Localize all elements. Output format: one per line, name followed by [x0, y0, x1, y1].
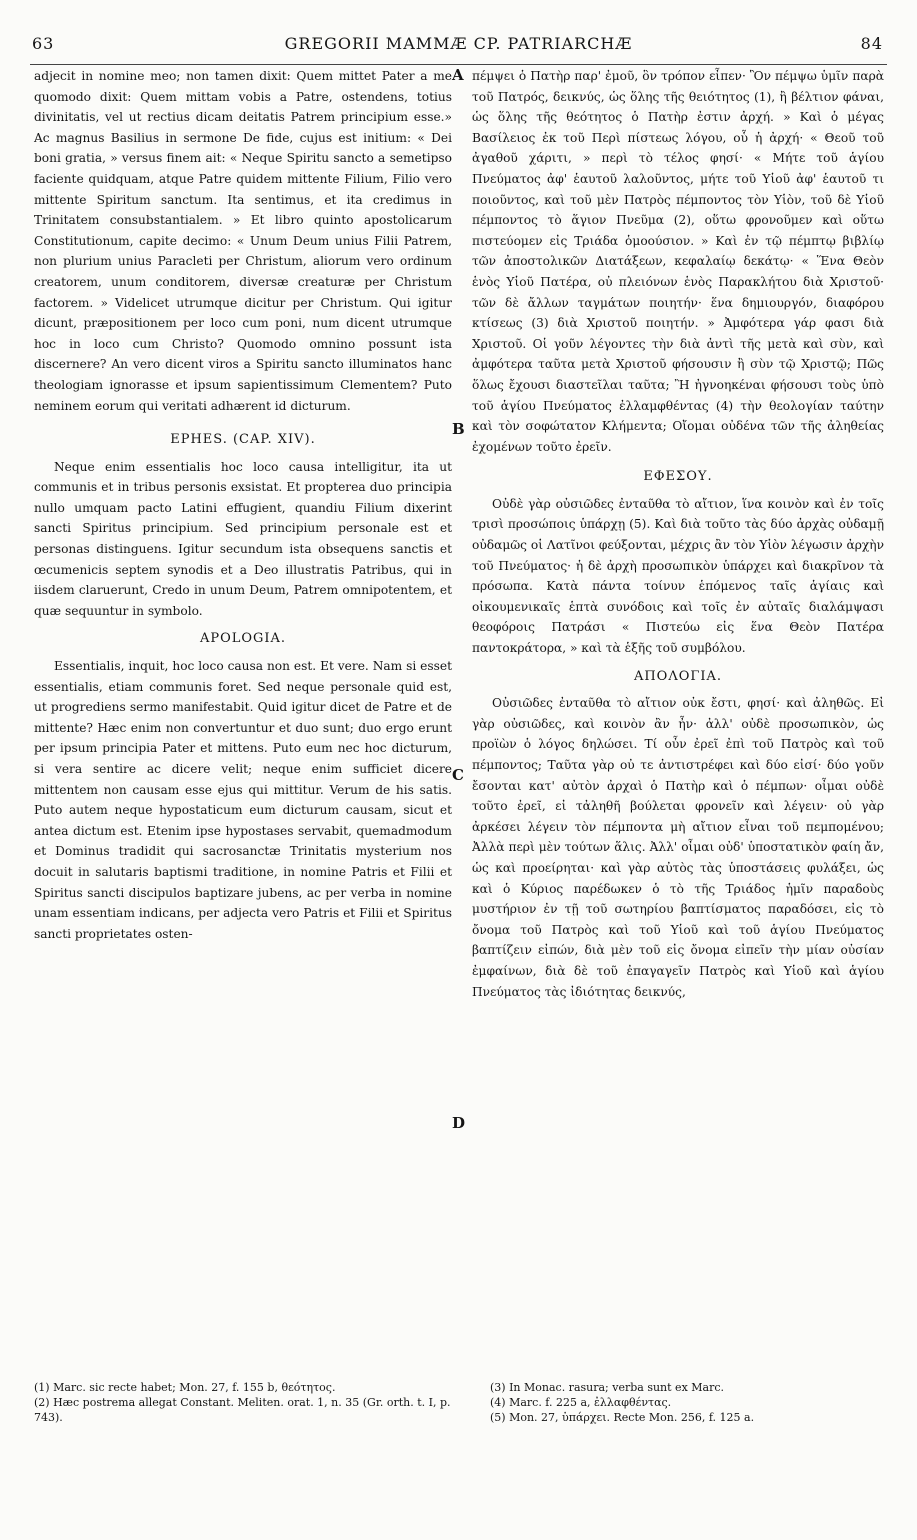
header-rule — [30, 64, 887, 65]
footnote: (3) In Monac. rasura; verba sunt ex Marc. — [490, 1381, 725, 1394]
margin-letter-d: D — [452, 1114, 466, 1132]
latin-paragraph-1: adjecit in nomine meo; non tamen dixit: Quem mittet Pater a me quomodo dixit: Quem mittam vobis a Patre, ostendens, totius divinitatis, vel ut rectius dicam deitatis Patrem principium esse.» Ac magnus Basilius in sermone De fide, cujus est initium: « Dei boni gratia, » versus finem ait: « Neque Spiritu sancto a semetipso faciente quidquam, atque Patre quidem mittente Filium, Filio vero mittente Spiritum sanctum. Ita sentimus, et ita credimus in Trinitatem consubstantialem. » Et libro quinto apostolicarum Constitutionum, capite decimo: « Unum Deum unius Filii Patrem, non plurium unius Paracleti per Christum, aliorum vero ordinum creatorem, unum conditorem, diversæ creaturæ per Christum factorem. » Videlicet utrumque dicitur per Christum. Qui igitur dicunt, præpositionem per loco cum poni, num dicent utrumque hoc in loco cum Christo? Quomodo omnino possunt ista discernere? An vero dicent viros a Spiritu sancto illuminatos hanc theologiam ignorasse et ipsum sapientissimum Clementem? Puto neminem eorum qui veritati adhærent id dicturum. — [34, 69, 452, 413]
greek-paragraph-1: πέμψει ὁ Πατὴρ παρ' ἐμοῦ, ὃν τρόπον εἶπεν· Ὃν πέμψω ὑμῖν παρὰ τοῦ Πατρός, δεικνύς, ὡς ὅλης τῆς θειότητος (1), ἢ βέλτιον φάναι, ὡς ὅλης τῆς θεότητος ὁ Πατὴρ ἐστιν ἀρχή. » Καὶ ὁ μέγας Βασίλειος ἐκ τοῦ Περὶ πίστεως λόγου, οὗ ἡ ἀρχή· « Θεοῦ τοῦ ἀγαθοῦ χάριτι, » περὶ τὸ τέλος φησί· « Μήτε τοῦ ἁγίου Πνεύματος ἀφ' ἑαυτοῦ λαλοῦντος, μήτε τοῦ Υἱοῦ ἀφ' ἑαυτοῦ τι ποιοῦντος, καὶ τοῦ μὲν Πατρὸς πέμποντος τὸν Υἱὸν, τοῦ δὲ Υἱοῦ πέμποντος τὸ ἅγιον Πνεῦμα (2), οὕτω φρονοῦμεν καὶ οὕτω πιστεύομεν εἰς Τριάδα ὁμοούσιον. » Καὶ ἐν τῷ πέμπτῳ βιβλίῳ τῶν ἀποστολικῶν Διατάξεων, κεφαλαίῳ δεκάτῳ· « Ἕνα Θεὸν ἑνὸς Υἱοῦ Πατέρα, οὐ πλειόνων ἑνὸς Παρακλήτου διὰ Χριστοῦ· τῶν δὲ ἄλλων ταγμάτων ποιητήν· ἕνα δημιουργόν, διαφόρου κτίσεως (3) διὰ Χριστοῦ ποιητήν. » Ἀμφότερα γάρ φασι διὰ Χριστοῦ. Οἱ γοῦν λέγοντες τὴν διὰ ἀντὶ τῆς μετὰ καὶ σὺν, καὶ ἀμφότερα ταῦτα μετὰ Χριστοῦ φήσουσιν ἢ σὺν τῷ Χριστῷ; Πῶς ὅλως ἔχουσι διαστεῖλαι ταῦτα; Ἢ ἠγνοηκέναι φήσουσι τοὺς ὑπὸ τοῦ ἁγίου Πνεύματος ἐλλαμφθέντας (4) τὴν θεολογίαν ταύτην καὶ τὸν σοφώτατον Κλήμεντα; Οἴομαι οὐδένα τῶν τῆς ἀληθείας ἐχομένων τοῦτο ἐρεῖν. — [472, 69, 884, 454]
footnote: (1) Marc. sic recte habet; Mon. 27, f. 155 b, θεότητος. — [34, 1381, 336, 1394]
greek-paragraph-2: Οὐδὲ γὰρ οὐσιῶδες ἐνταῦθα τὸ αἴτιον, ἵνα κοινὸν καὶ ἐν τοῖς τρισὶ προσώποις ὑπάρχῃ (5). Καὶ διὰ τοῦτο τὰς δύο ἀρχὰς οὐδαμῇ οὐδαμῶς οἱ Λατῖνοι φεύξονται, μέχρις ἂν τὸν Υἱὸν λέγωσιν ἀρχὴν τοῦ Πνεύματος· ἡ δὲ ἀρχὴ προσωπικὸν ὑπάρχει καὶ διακρῖνον τὰ πρόσωπα. Κατὰ πάντα τοίνυν ἑπόμενος ταῖς ἁγίαις καὶ οἰκουμενικαῖς ἑπτὰ συνόδοις καὶ τοῖς ἐν αὐταῖς διαλάμψασι θεοφόροις Πατράσι « Πιστεύω εἰς ἕνα Θεὸν Πατέρα παντοκράτορα, » καὶ τὰ ἑξῆς τοῦ συμβόλου. — [472, 496, 884, 656]
margin-letter-b: B — [452, 420, 465, 438]
latin-column — [34, 66, 452, 944]
greek-column — [472, 66, 884, 1002]
footnote: (2) Hæc postrema allegat Constant. Meliten. orat. 1, n. 35 (Gr. orth. t. I, p. 743). — [34, 1396, 451, 1424]
footnotes-left — [34, 1380, 452, 1425]
page-number-right: 84 — [860, 34, 883, 53]
footnote: (5) Mon. 27, ὑπάρχει. Recte Mon. 256, f. 125 a. — [490, 1411, 755, 1424]
footnotes-right — [490, 1380, 884, 1425]
margin-letter-a: A — [452, 66, 464, 84]
latin-paragraph-3: Essentialis, inquit, hoc loco causa non est. Et vere. Nam si esset essentialis, etiam communis foret. Sed neque personale quid est, ut progrediens sermo manifestabit. Quid igitur dicet de Patre et de mittente? Hæc enim non convertuntur et duo sunt; duo ergo erunt per ipsum principia Pater et mittens. Puto eum nec hoc dicturum, si vera sentire ac dicere velit; neque enim sufficiet dicere mittentem non causam esse ejus qui mittitur. Verum de his satis. Puto autem neque hypostaticum eum dicturum causam, sicut et antea dictum est. Etenim ipse hypostases servabit, quemadmodum et Dominus tradidit qui sacrosanctæ Trinitatis mysterium nos docuit in salutaris baptismi traditione, in nomine Patris et Filii et Spiritus sancti discipulos baptizare jubens, ac per verba in nomine unam essentiam indicans, per adjecta vero Patris et Filii et Spiritus sancti proprietates osten- — [34, 659, 452, 941]
margin-letter-c: C — [452, 766, 464, 784]
footnote: (4) Marc. f. 225 a, ἐλλαφθέντας. — [490, 1396, 672, 1409]
latin-paragraph-2: Neque enim essentialis hoc loco causa intelligitur, ita ut communis et in tribus personis exsistat. Et propterea duo principia nullo umquam pacto Latini effugient, quandiu Filium dixerint sancti Spiritus principium. Sed principium personale est et personas distinguens. Igitur secundum ista obsequens sanctis et œcumenicis septem synodis et a Deo illustratis Patribus, qui in iisdem claruerunt, Credo in unum Deum, Patrem omnipotentem, et quæ sequuntur in symbolo. — [34, 459, 452, 618]
running-header — [20, 30, 897, 64]
running-title: GREGORII MAMMÆ CP. PATRIARCHÆ — [284, 34, 633, 53]
greek-heading-ephesou: ΕΦΕΣΟΥ. — [643, 469, 713, 485]
greek-paragraph-3: Οὐσιῶδες ἐνταῦθα τὸ αἴτιον οὐκ ἔστι, φησί· καὶ ἀληθῶς. Εἰ γὰρ οὐσιῶδες, καὶ κοινὸν ἂν ἦν· ἀλλ' οὐδὲ προσωπικὸν, ὡς προϊὼν ὁ λόγος δηλώσει. Τί οὖν ἐρεῖ ἐπὶ τοῦ Πατρὸς καὶ τοῦ πέμποντος; Ταῦτα γὰρ οὐ τε ἀντιστρέφει καὶ δύο εἰσί· δύο γοῦν ἔσονται κατ' αὐτὸν ἀρχαὶ ὁ Πατὴρ καὶ ὁ πέμπων· οἶμαι οὐδὲ τοῦτο ἐρεῖ, εἰ τἀληθῆ βούλεται φρονεῖν καὶ λέγειν· οὐ γὰρ ἀρκέσει λέγειν τὸν πέμποντα μὴ αἴτιον εἶναι τοῦ πεμπομένου; Ἀλλὰ περὶ μὲν τούτων ἅλις. Ἀλλ' οἶμαι οὐδ' ὑποστατικὸν φαίη ἄν, ὡς καὶ προείρηται· καὶ γὰρ αὐτὸς τὰς ὑποστάσεις φυλάξει, ὡς καὶ ὁ Κύριος παρέδωκεν ὁ τὸ τῆς Τριάδος ἡμῖν παραδοὺς μυστήριον ἐν τῇ τοῦ σωτηρίου βαπτίσματος παραδόσει, εἰς τὸ ὄνομα τοῦ Πατρὸς καὶ τοῦ Υἱοῦ καὶ τοῦ ἁγίου Πνεύματος βαπτίζειν εἰπών, διὰ μὲν τοῦ εἰς ὄνομα εἰπεῖν τὴν μίαν οὐσίαν ἐμφαίνων, διὰ δὲ τοῦ ἐπαγαγεῖν Πατρὸς καὶ Υἱοῦ καὶ ἁγίου Πνεύματος τὰς ἰδιότητας δεικνύς, — [472, 696, 884, 999]
latin-heading-apologia: APOLOGIA. — [199, 631, 287, 647]
greek-heading-apologia: ΑΠΟΛΟΓΙΑ. — [633, 668, 723, 684]
page-number-left: 63 — [32, 34, 55, 53]
latin-heading-ephes: EPHES. (CAP. XIV). — [170, 432, 316, 448]
